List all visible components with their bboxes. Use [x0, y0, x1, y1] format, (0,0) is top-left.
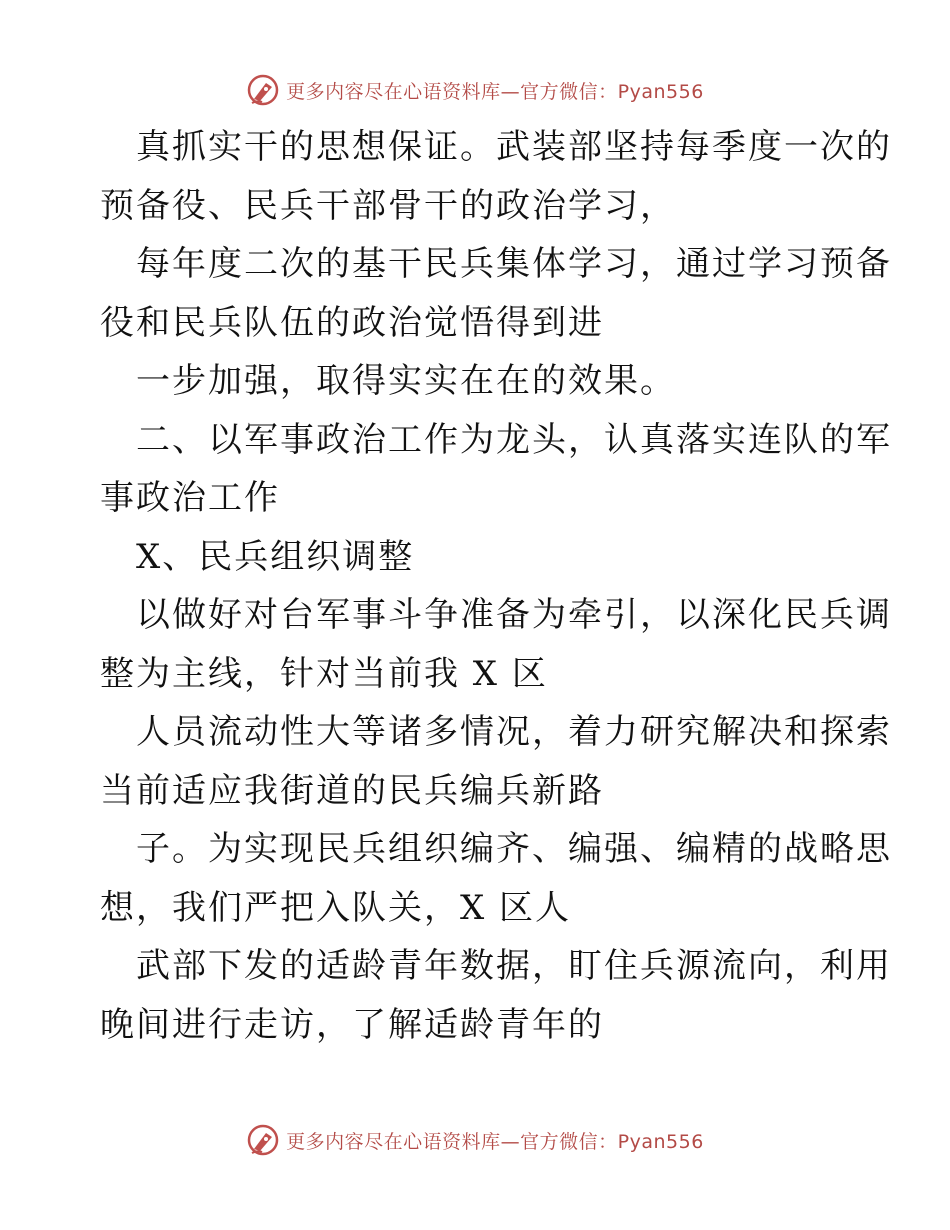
paragraph-line: 预备役、民兵干部骨干的政治学习，	[100, 185, 676, 226]
header-banner-text: 更多内容尽在心语资料库—官方微信：Pyan556	[286, 80, 704, 103]
paragraph-line: 想，我们严把入队关，X 区人	[100, 887, 572, 928]
header-banner	[0, 70, 950, 110]
paragraph-line: 真抓实干的思想保证。武装部坚持每季度一次的	[136, 127, 892, 167]
paragraph-line: 人员流动性大等诸多情况，着力研究解决和探索	[136, 712, 892, 752]
footer-banner	[0, 1120, 950, 1160]
paragraph-line: 当前适应我街道的民兵编兵新路	[100, 770, 604, 811]
paragraph-line: 晚间进行走访，了解适龄青年的	[100, 1004, 604, 1045]
paragraph-line: 每年度二次的基干民兵集体学习，通过学习预备	[136, 244, 892, 284]
subsection-heading: X、民兵组织调整	[136, 536, 415, 577]
document-body	[100, 118, 892, 1054]
paragraph-line: 役和民兵队伍的政治觉悟得到进	[100, 302, 604, 343]
paragraph-line: 整为主线，针对当前我 X 区	[100, 653, 548, 694]
paragraph-line: 一步加强，取得实实在在的效果。	[136, 361, 676, 401]
pen-nib-logo-icon	[246, 73, 280, 107]
paragraph-line: 以做好对台军事斗争准备为牵引，以深化民兵调	[136, 595, 892, 635]
section-heading-line: 二、以军事政治工作为龙头，认真落实连队的军	[136, 419, 892, 460]
section-heading-line: 事政治工作	[100, 478, 280, 518]
paragraph-line: 子。为实现民兵组织编齐、编强、编精的战略思	[136, 829, 892, 869]
footer-banner-text: 更多内容尽在心语资料库—官方微信：Pyan556	[286, 1130, 704, 1153]
pen-nib-logo-icon	[246, 1123, 280, 1157]
paragraph-line: 武部下发的适龄青年数据，盯住兵源流向，利用	[136, 946, 892, 986]
